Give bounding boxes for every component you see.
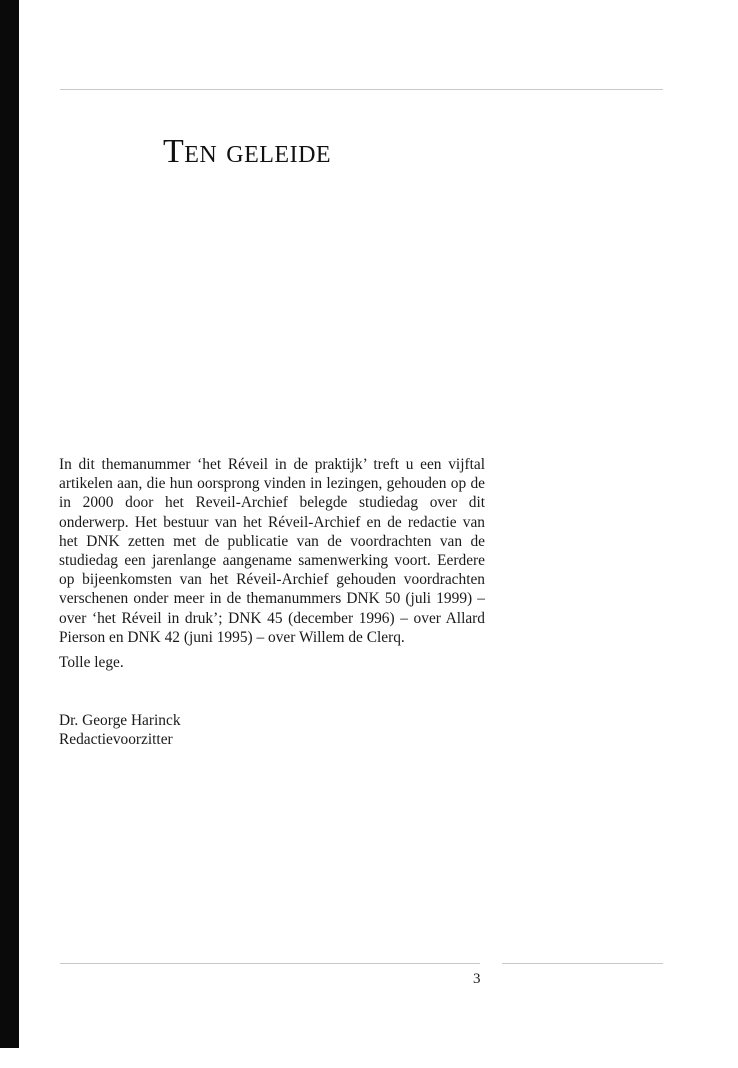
- page-title: Ten geleide: [163, 133, 332, 170]
- signature-name: Dr. George Harinck: [59, 712, 181, 729]
- signature-role: Redactievoorzitter: [59, 731, 173, 749]
- body-paragraph: In dit themanummer ‘het Réveil in de praktijk’ treft u een vijftal artikelen aan, die hun oorsprong vinden in lezingen, gehouden op de in 2000 door het Reveil-Archief belegde studiedag over dit onderwerp. Het bestuur van het Réveil-Archief en de redactie van het DNK zetten met de publicatie van de voordrachten van de studiedag een jarenlange aangename samenwerking voort. Eerdere op bijeenkomsten van het Réveil-Archief gehouden voordrachten verschenen onder meer in de themanummers DNK 50 (juli 1999) – over ‘het Réveil in druk’; DNK 45 (december 1996) – over Allard Pierson en DNK 42 (juni 1995) – over Willem de Clerq.: [59, 456, 485, 646]
- body-paragraph-container: [59, 455, 485, 647]
- page-number: 3: [473, 971, 481, 987]
- closing-line: Tolle lege.: [59, 654, 124, 671]
- footer-rule-right: [502, 963, 663, 964]
- signature-block: [59, 711, 181, 749]
- page-edge-scan-bar: [0, 0, 19, 1048]
- footer-rule-left: [60, 963, 480, 964]
- header-rule: [60, 89, 663, 90]
